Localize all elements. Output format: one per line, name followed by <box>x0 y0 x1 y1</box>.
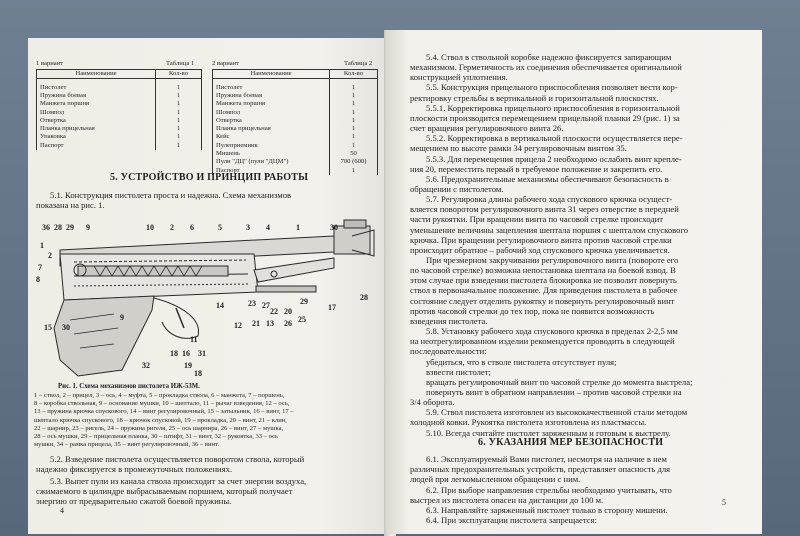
table-row <box>213 92 378 100</box>
body-line: повернуть винт в обратном направлении – против часовой стрелки на <box>426 386 682 397</box>
item-qty: 700 (600) <box>330 158 378 166</box>
callout-label: 11 <box>190 335 198 344</box>
callout-label: 25 <box>298 315 306 324</box>
body-line: уменьшение величины зацепления шептала поршня с шепталом спускового <box>410 224 689 235</box>
callout-label: 14 <box>216 301 224 310</box>
body-line: взведения пистолета. <box>410 315 488 326</box>
table-row <box>213 117 378 125</box>
body-line: ректировку стрельбы в вертикальной и горизонтальной плоскостях. <box>410 92 659 103</box>
table-row <box>213 125 378 133</box>
body-line: 5.10. Всегда считайте пистолет заряженным и готовым к выстрелу. <box>426 427 671 438</box>
table-row <box>37 100 202 108</box>
item-name: Отвертка <box>37 117 156 125</box>
body-line: по часовой стрелке) возможна непостановка шептала на боевой взвод. В <box>410 265 676 276</box>
table1-variant: 1 вариант <box>36 60 64 67</box>
item-name: Пулеприемник <box>213 142 330 150</box>
table-header-qty: Кол-во <box>330 70 378 79</box>
callout-label: 28 <box>54 223 62 232</box>
safety-line: 6.3. Направляйте заряженный пистолет только в сторону мишени. <box>426 505 668 515</box>
legend-line: 1 – ствол, 2 – прицел, 3 – ось, 4 – муфта, 5 – прокладка ствола, 6 – манжета, 7 – поршень, <box>34 392 285 399</box>
callout-label: 13 <box>266 319 274 328</box>
left-page <box>28 38 394 534</box>
item-name: Пружина боевая <box>213 92 330 100</box>
item-name: Мишень <box>213 150 330 158</box>
figure-caption: Рис. 1. Схема механизмов пистолета ИЖ-53М. <box>58 383 200 390</box>
callout-label: 30 <box>330 223 338 232</box>
table-row <box>37 125 202 133</box>
table-row <box>213 108 378 116</box>
callout-label: 18 <box>170 349 178 358</box>
body-line: убедиться, что в стволе пистолета отсутствует пуля; <box>426 356 617 367</box>
item-qty: 1 <box>330 133 378 141</box>
body-line: 5.5.3. Для перемещения прицела 2 необходимо ослабить винт крепле- <box>426 153 682 164</box>
page-number-right: 5 <box>722 498 726 507</box>
item-qty: 1 <box>330 92 378 100</box>
body-line: взвести пистолет; <box>426 366 491 377</box>
body-line: вращать регулировочный винт по часовой стрелке до момента выстрела; <box>426 376 693 387</box>
table2 <box>212 69 378 175</box>
table-row <box>37 108 202 116</box>
safety-line: 6.2. При выборе направления стрельбы необходимо учитывать, что <box>426 484 672 495</box>
callout-label: 31 <box>198 349 206 358</box>
callout-label: 1 <box>40 241 44 250</box>
para52-line-2: надежно фиксируется в промежуточных положениях. <box>36 464 233 474</box>
body-line: мещением по высоте рамки 34 регулировочным винтом 35. <box>410 143 627 154</box>
callout-label: 21 <box>252 319 260 328</box>
item-name: Планка прицельная <box>213 125 330 133</box>
page-number-left: 4 <box>60 506 64 515</box>
table2-variant: 2 вариант <box>212 60 240 67</box>
safety-line: выстрел из пистолета опасен на дистанции до 100 м. <box>410 494 604 505</box>
body-line: крючка. При вращении регулировочного винта против часовой стрелки <box>410 234 672 245</box>
para53-line-1: 5.3. Выпет пули из канала ствола происходит за счет энергии воздуха, <box>50 476 307 486</box>
item-qty: 50 <box>330 150 378 158</box>
item-qty: 1 <box>330 166 378 174</box>
callout-label: 2 <box>48 251 52 260</box>
callout-label: 9 <box>86 223 90 232</box>
callout-label: 17 <box>328 303 336 312</box>
body-line: состояние следует отделить рукоятку и повернуть регулировочный винт <box>410 295 675 306</box>
safety-line: 6.1. Эксплуатируемый Вами пистолет, несмотря на наличие в нем <box>426 454 667 464</box>
right-page <box>386 30 762 534</box>
item-name: Кейс <box>213 133 330 141</box>
item-name: Манжета поршня <box>213 100 330 108</box>
body-line: 5.5. Конструкция прицельного приспособления позволяет вести кор- <box>426 82 678 93</box>
body-line: конструкцией уплотнения. <box>410 72 508 83</box>
body-line: последовательности: <box>410 346 487 357</box>
item-name: Шомпол <box>213 108 330 116</box>
para53-line-2: сжимаемого в цилиндре выбрасываемым поршнем, который получает <box>36 486 293 496</box>
callout-label: 8 <box>36 275 40 284</box>
body-line: обращении с пистолетом. <box>410 183 504 194</box>
table-header-name: Наименование <box>37 70 156 79</box>
table-header-row <box>213 70 378 79</box>
safety-line: людей при легкомысленном обращении с ним. <box>410 474 581 485</box>
table-row <box>37 84 202 92</box>
body-line: 5.9. Ствол пистолета изготовлен из высококачественной стали методом <box>426 407 688 418</box>
body-line: на неотрегулированном изделии рекомендуется проводить в следующей <box>410 336 675 347</box>
callout-label: 32 <box>142 361 150 370</box>
callout-label: 23 <box>248 299 256 308</box>
section6-heading: 6. УКАЗАНИЯ МЕР БЕЗОПАСНОСТИ <box>478 437 664 448</box>
item-qty: 1 <box>330 142 378 150</box>
callout-label: 29 <box>66 223 74 232</box>
item-qty: 1 <box>156 125 202 133</box>
callout-label: 29 <box>300 297 308 306</box>
callout-label: 9 <box>120 313 124 322</box>
item-qty: 1 <box>330 125 378 133</box>
callout-label: 5 <box>218 223 222 232</box>
body-line: 5.5.1. Корректировка прицельного приспособления в горизонтальной <box>426 102 680 113</box>
callout-label: 15 <box>44 323 52 332</box>
safety-line: 6.4. При эксплуатации пистолета запрещается: <box>426 515 597 526</box>
body-line: плоскости производится перемещением прицельной планки 29 (рис. 1) за <box>410 112 680 123</box>
body-line: ния 20, переместить первый в требуемое положение и закрепить его. <box>410 163 663 174</box>
callout-label: 2 <box>170 223 174 232</box>
item-name: Манжета поршня <box>37 100 156 108</box>
legend-line: мушки, 34 – рамка прицела, 35 – винт регулировочный, 36 – винт. <box>34 441 220 449</box>
item-name: Шомпол <box>37 108 156 116</box>
table-row <box>213 158 378 166</box>
item-name: Отвертка <box>213 117 330 125</box>
callout-label: 26 <box>284 319 292 328</box>
item-qty: 1 <box>156 84 202 92</box>
callout-label: 27 <box>262 301 270 310</box>
item-name: Планка прицельная <box>37 125 156 133</box>
table1-label: Таблица 1 <box>166 60 195 67</box>
item-qty: 1 <box>156 133 202 141</box>
body-line: 3/4 оборота. <box>410 397 455 408</box>
item-qty: 1 <box>156 100 202 108</box>
table-row <box>37 117 202 125</box>
para53-line-3: энергию от предварительно сжатой боевой пружины. <box>36 496 232 506</box>
callout-label: 3 <box>246 223 250 232</box>
callout-label: 28 <box>360 293 368 302</box>
callout-label: 18 <box>194 369 202 378</box>
table-row <box>213 133 378 141</box>
legend-line: 13 – пружина крючка спускового, 14 – винт регулировочный, 15 – затыльник, 16 – винт, 17 – <box>34 408 294 416</box>
body-line: ствол в первоначальное положение. Для приведения пистолета в рабочее <box>410 285 678 296</box>
item-name: Пули "ДЦ" (пули "ДЦМ") <box>213 158 330 166</box>
callout-label: 10 <box>146 223 154 232</box>
item-name: Пистолет <box>37 84 156 92</box>
callout-label: 19 <box>184 361 192 370</box>
intro-line-1: 5.1. Конструкция пистолета проста и надежна. Схема механизмов <box>50 190 292 200</box>
item-name: Паспорт <box>37 142 156 150</box>
body-line: 5.4. Ствол в ствольной коробке надежно фиксируется запирающим <box>426 52 672 62</box>
callout-label: 20 <box>284 307 292 316</box>
table-row <box>37 133 202 141</box>
item-name: Пружина боевая <box>37 92 156 100</box>
body-line: счет вращения регулировочного винта 26. <box>410 123 564 134</box>
item-qty: 1 <box>156 92 202 100</box>
body-line: части рукоятки. При вращении винта по часовой стрелке происходит <box>410 214 664 225</box>
table-row <box>37 92 202 100</box>
legend-line: шептало крючка спускового, 18 – крючок спусковой, 19 – прокладка, 20 – винт, 21 – клин, <box>34 416 287 424</box>
item-name: Упаковка <box>37 133 156 141</box>
pistol-schematic-figure <box>34 210 384 378</box>
body-line: 5.8. Установку рабочего хода спускового крючка в пределах 2-2,5 мм <box>426 326 678 337</box>
item-qty: 1 <box>156 142 202 150</box>
body-line: этом случае при взведении пистолета блокировка не позволит повернуть <box>410 275 677 286</box>
table-row <box>213 100 378 108</box>
legend-line: 28 – ось мушки, 29 – прицельная планка, 30 – штифт, 31 – винт, 32 – рукоятка, 33 – ось <box>34 433 279 440</box>
callout-label: 6 <box>190 223 194 232</box>
safety-line: различных предохранительных устройств, представляет опасность для <box>410 464 671 475</box>
callout-label: 1 <box>296 223 300 232</box>
table-row <box>213 84 378 92</box>
callout-label: 7 <box>38 263 42 272</box>
para52-line-1: 5.2. Взведение пистолета осуществляется поворотом ствола, который <box>50 454 305 464</box>
body-line: против часовой стрелки до тех пор, пока не появится возможность <box>410 305 655 316</box>
body-line: вляется поворотом регулировочного винта 31 через отверстие в передней <box>410 204 679 215</box>
item-qty: 1 <box>330 84 378 92</box>
callout-label: 36 <box>42 223 50 232</box>
legend-line: 8 – коробка ствольная, 9 – основание мушки, 10 – шептало, 11 – рычаг взведения, 12 – ось, <box>34 400 290 408</box>
callout-label: 4 <box>266 223 270 232</box>
table-row <box>213 150 378 158</box>
body-line: происходит обратное – рабочий ход спускового крючка увеличивается. <box>410 244 670 255</box>
body-line: 5.5.2. Корректировка в вертикальной плоскости осуществляется пере- <box>426 133 683 144</box>
callout-label: 16 <box>182 349 190 358</box>
callout-label: 30 <box>62 323 70 332</box>
item-qty: 1 <box>156 108 202 116</box>
body-line: При чрезмерном закручивании регулировочного винта (повороте его <box>426 255 679 265</box>
table-row <box>37 142 202 150</box>
body-line: 5.6. Предохранительные механизмы обеспечивают безопасность в <box>426 173 669 184</box>
item-qty: 1 <box>330 117 378 125</box>
table-row <box>213 142 378 150</box>
callout-label: 22 <box>270 307 278 316</box>
section5-heading: 5. УСТРОЙСТВО И ПРИНЦИП РАБОТЫ <box>110 172 309 183</box>
callout-label: 12 <box>234 321 242 330</box>
body-line: холодной ковки. Рукоятка пистолета изготовлена из пластмассы. <box>410 417 647 428</box>
item-qty: 1 <box>330 100 378 108</box>
item-qty: 1 <box>156 117 202 125</box>
table-header-row <box>37 70 202 79</box>
item-name: Паспорт <box>213 166 330 174</box>
table2-label: Таблица 2 <box>344 60 373 67</box>
legend-line: 22 – шарнир, 23 – ригель, 24 – пружина ригеля, 25 – ось шарнира, 26 – винт, 27 – мушка, <box>34 424 284 432</box>
item-name: Пистолет <box>213 84 330 92</box>
table1 <box>36 69 202 150</box>
body-line: 5.7. Регулировка длины рабочего хода спускового крючка осущест- <box>426 194 673 205</box>
item-qty: 1 <box>330 108 378 116</box>
body-line: механизмом. Герметичность их соединения обеспечивается оригинальной <box>410 62 682 73</box>
intro-line-2: показана на рис. 1. <box>36 200 105 210</box>
table-header-name: Наименование <box>213 70 330 79</box>
table-header-qty: Кол-во <box>156 70 202 79</box>
